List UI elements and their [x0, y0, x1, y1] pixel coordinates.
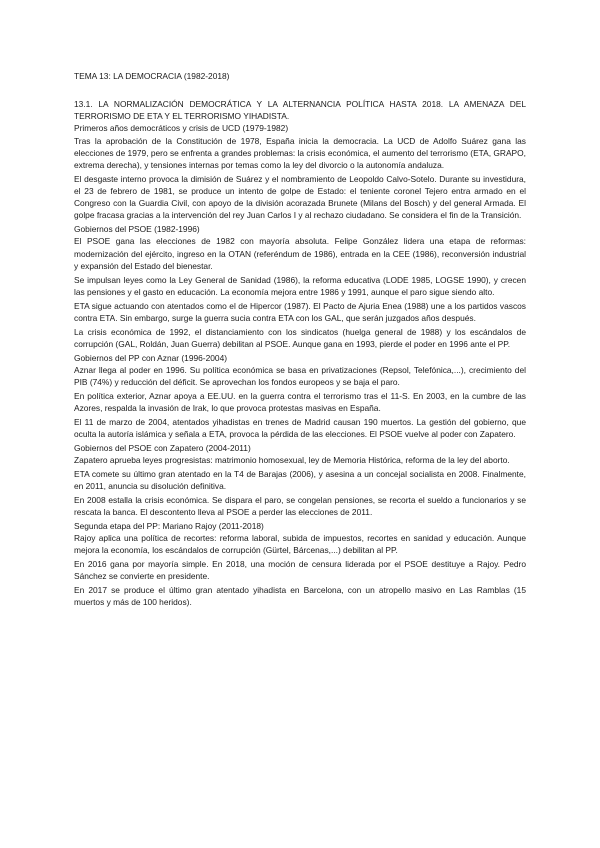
paragraph: ETA sigue actuando con atentados como el de Hipercor (1987). El Pacto de Ajuria Enea (1988) une a los partidos vascos contra ETA. Sin embargo, surge la guerra sucia contra ETA con los GAL, que serán juzgados años después.	[74, 300, 526, 323]
paragraph: Se impulsan leyes como la Ley General de Sanidad (1986), la reforma educativa (LODE 1985, LOGSE 1990), y crecen las pensiones y el gasto en educación. La economía mejora entre 1986 y 1991, aunque el paro sigue siendo alto.	[74, 274, 526, 297]
paragraph: En 2008 estalla la crisis económica. Se dispara el paro, se congelan pensiones, se recorta el sueldo a funcionarios y se rescata la banca. El descontento lleva al PSOE a perder las elecciones de 2011.	[74, 494, 526, 518]
paragraph: Rajoy aplica una política de recortes: reforma laboral, subida de impuestos, recortes en sanidad y educación. Aunque mejora la economía, los escándalos de corrupción (Gürtel, Bárcenas,...) debilitan al PP.	[74, 533, 526, 556]
paragraph: La crisis económica de 1992, el distanciamiento con los sindicatos (huelga general de 1988) y los escándalos de corrupción (GAL, Roldán, Juan Guerra) debilitan al PSOE. Aunque gana en 1993, pierde el poder en 1996 ante el PP.	[74, 326, 526, 349]
paragraph: Zapatero aprueba leyes progresistas: matrimonio homosexual, ley de Memoria Histórica, reforma de la ley del aborto.	[74, 455, 510, 466]
subsection-heading: Gobiernos del PP con Aznar (1996-2004)	[74, 352, 228, 363]
paragraph: En política exterior, Aznar apoya a EE.UU. en la guerra contra el terrorismo tras el 11-S. En 2003, en la cumbre de las Azores, respalda la invasión de Irak, lo que provoca protestas masivas en España.	[74, 390, 526, 414]
document-body	[74, 122, 526, 608]
paragraph: El 11 de marzo de 2004, atentados yihadistas en trenes de Madrid causan 190 muertos. La gestión del gobierno, que oculta la autoría islámica y señala a ETA, provoca la pérdida de las elecciones. El PSOE vuelve al poder con Zapatero.	[74, 416, 526, 440]
document-title: TEMA 13: LA DEMOCRACIA (1982-2018)	[74, 71, 230, 81]
subsection-heading: Gobiernos del PSOE (1982-1996)	[74, 224, 200, 235]
paragraph: Tras la aprobación de la Constitución de 1978, España inicia la democracia. La UCD de Adolfo Suárez gana las elecciones de 1979, pero se enfrenta a grandes problemas: la crisis económica, el aumento del terrorismo (ETA, GRAPO, extrema derecha), y tensiones internas por temas como la ley del divorcio o la autonomía andaluza.	[74, 135, 526, 171]
paragraph: Aznar llega al poder en 1996. Su política económica se basa en privatizaciones (Repsol, Telefónica,...), crecimiento del PIB (74%) y reducción del déficit. Se aprovechan los fondos europeos y se baja el paro.	[74, 364, 526, 388]
subsection-heading: Primeros años democráticos y crisis de UCD (1979-1982)	[74, 123, 289, 134]
paragraph: En 2016 gana por mayoría simple. En 2018, una moción de censura liderada por el PSOE destituye a Rajoy. Pedro Sánchez se convierte en presidente.	[74, 559, 526, 582]
section-title: 13.1. LA NORMALIZACIÓN DEMOCRÁTICA Y LA ALTERNANCIA POLÍTICA HASTA 2018. LA AMENAZA DEL TERRORISMO DE ETA Y EL TERRORISMO YIHADISTA.	[74, 99, 526, 122]
subsection-heading: Segunda etapa del PP: Mariano Rajoy (2011-2018)	[74, 520, 264, 531]
paragraph: En 2017 se produce el último gran atentado yihadista en Barcelona, con un atropello masivo en Las Ramblas (15 muertos y más de 100 heridos).	[74, 585, 526, 608]
paragraph: El desgaste interno provoca la dimisión de Suárez y el nombramiento de Leopoldo Calvo-Sotelo. Durante su investidura, el 23 de febrero de 1981, se produce un intento de golpe de Estado: el teniente coronel Tejero entra armado en el Congreso con la Guardia Civil, con apoyo de la división acorazada Brunete (Milans del Bosch) y del general Armada. El golpe fracasa gracias a la intervención del rey Juan Carlos I y al rechazo ciudadano. Se considera el fin de la Transición.	[74, 173, 526, 221]
paragraph: ETA comete su último gran atentado en la T4 de Barajas (2006), y asesina a un concejal socialista en 2008. Finalmente, en 2011, anuncia su disolución definitiva.	[74, 468, 526, 492]
subsection-heading: Gobiernos del PSOE con Zapatero (2004-2011)	[74, 442, 251, 453]
paragraph: El PSOE gana las elecciones de 1982 con mayoría absoluta. Felipe González lidera una etapa de reformas: modernización del ejército, ingreso en la OTAN (referéndum de 1986), entrada en la CEE (1986), reconversión industrial y expansión del Estado del bienestar.	[74, 236, 526, 271]
